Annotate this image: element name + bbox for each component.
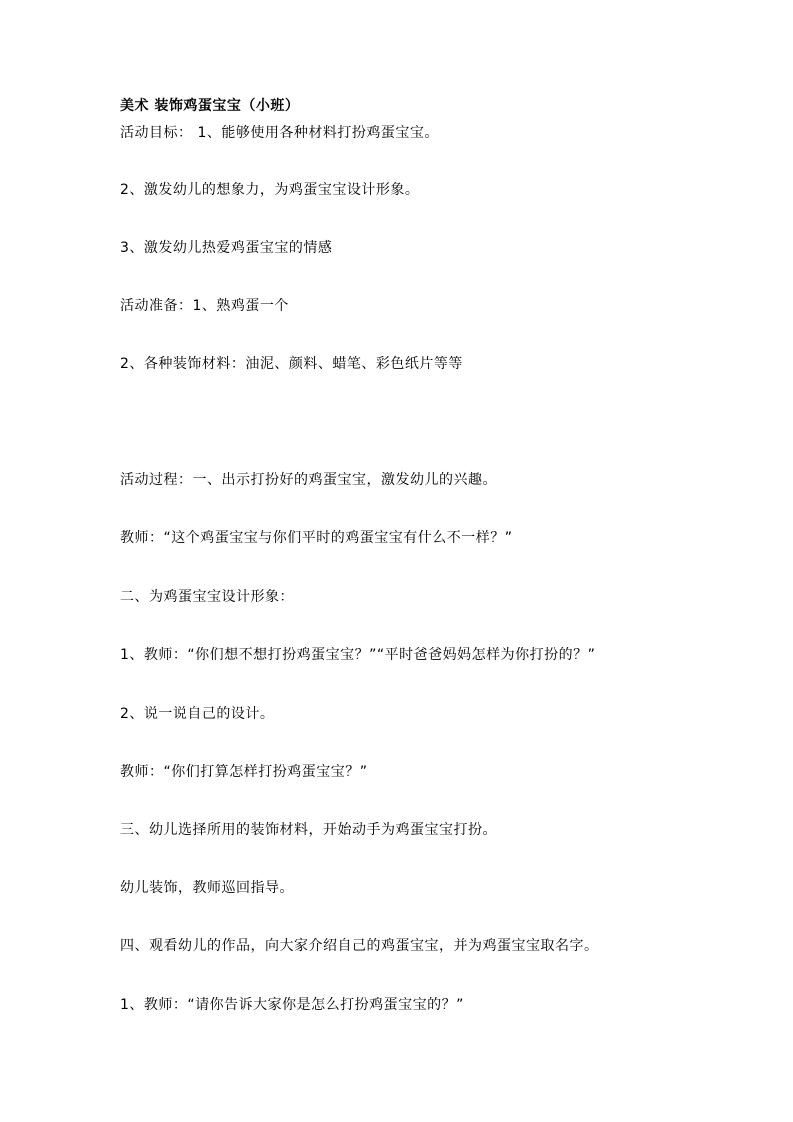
section-three-heading: 三、幼儿选择所用的装饰材料，开始动手为鸡蛋宝宝打扮。 (120, 822, 497, 838)
children-decorate-line: 幼儿装饰，教师巡回指导。 (120, 880, 294, 896)
goal-item-3: 3、激发幼儿热爱鸡蛋宝宝的情感 (120, 240, 333, 256)
activity-goal-line: 活动目标： 1、能够使用各种材料打扮鸡蛋宝宝。 (120, 125, 439, 141)
teacher-quote-4: 1、教师：“请你告诉大家你是怎么打扮鸡蛋宝宝的？” (120, 997, 464, 1013)
preparation-item-2: 2、各种装饰材料：油泥、颜料、蜡笔、彩色纸片等等 (120, 356, 463, 372)
teacher-quote-3: 教师：“你们打算怎样打扮鸡蛋宝宝？” (120, 764, 368, 780)
teacher-quote-1: 教师：“这个鸡蛋宝宝与你们平时的鸡蛋宝宝有什么不一样？” (120, 530, 513, 546)
preparation-line: 活动准备：1、熟鸡蛋一个 (120, 298, 289, 314)
section-two-heading: 二、为鸡蛋宝宝设计形象： (120, 589, 294, 605)
goal-item-2: 2、激发幼儿的想象力，为鸡蛋宝宝设计形象。 (120, 182, 420, 198)
design-talk-line: 2、说一说自己的设计。 (120, 706, 275, 722)
section-four-heading: 四、观看幼儿的作品，向大家介绍自己的鸡蛋宝宝，并为鸡蛋宝宝取名字。 (120, 938, 599, 954)
teacher-quote-2: 1、教师：“你们想不想打扮鸡蛋宝宝？”“平时爸爸妈妈怎样为你打扮的？” (120, 647, 596, 663)
document-title: 美术 装饰鸡蛋宝宝（小班） (120, 98, 300, 114)
process-line: 活动过程：一、出示打扮好的鸡蛋宝宝，激发幼儿的兴趣。 (120, 472, 497, 488)
